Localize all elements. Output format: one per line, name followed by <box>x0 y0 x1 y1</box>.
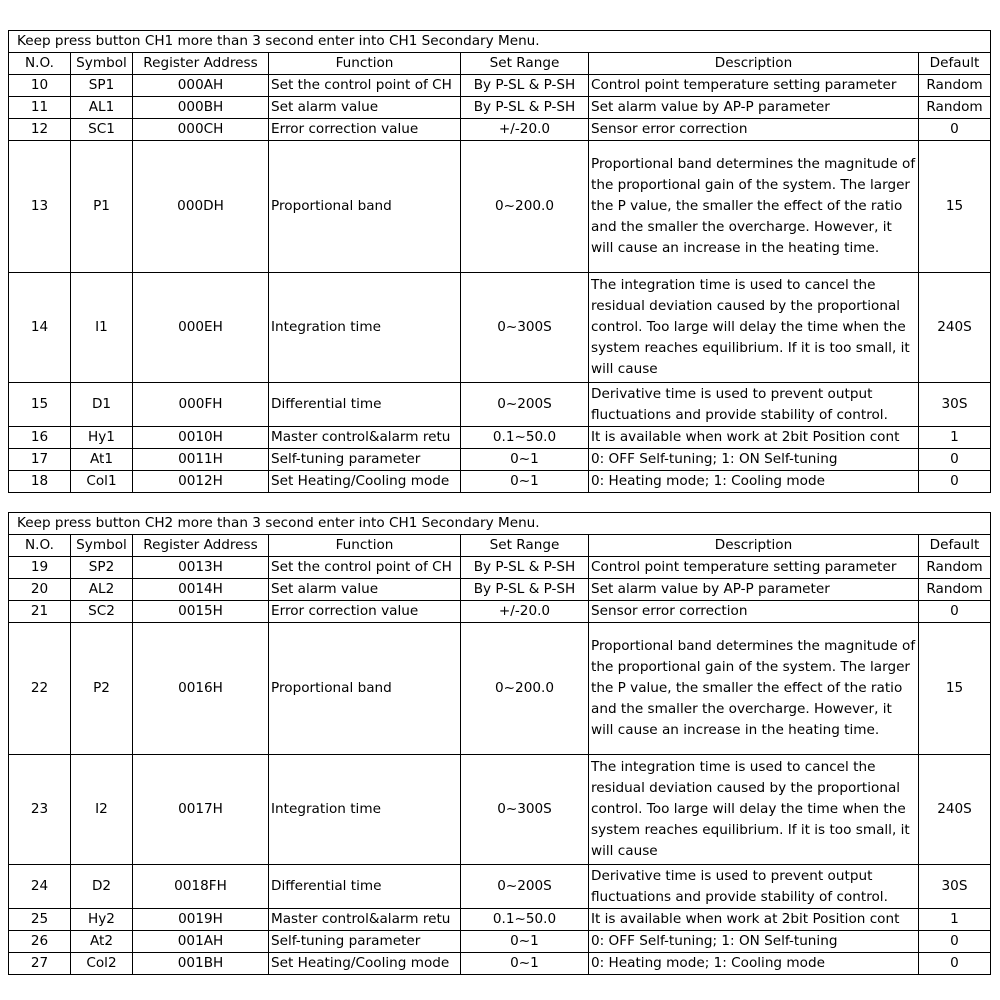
cell-description: The integration time is used to cancel the residual deviation caused by the proportional control. Too large will delay the time when the system reaches equilibrium. If it is too small, it will cause <box>589 755 919 865</box>
cell-default: 0 <box>919 601 991 623</box>
parameter-table-2 <box>8 512 991 975</box>
table-row <box>9 383 991 427</box>
cell-register-address: 001AH <box>133 931 269 953</box>
cell-function: Master control&alarm retu <box>269 427 461 449</box>
cell-function: Set Heating/Cooling mode <box>269 953 461 975</box>
header-row <box>9 53 991 75</box>
cell-set-range: +/-20.0 <box>461 601 589 623</box>
cell-description: 0: OFF Self-tuning; 1: ON Self-tuning <box>589 449 919 471</box>
cell-no: 21 <box>9 601 71 623</box>
cell-function: Error correction value <box>269 119 461 141</box>
table-row <box>9 909 991 931</box>
column-header-register-address: Register Address <box>133 53 269 75</box>
cell-function: Set alarm value <box>269 579 461 601</box>
cell-description: It is available when work at 2bit Position cont <box>589 909 919 931</box>
cell-symbol: SP1 <box>71 75 133 97</box>
cell-symbol: SC1 <box>71 119 133 141</box>
cell-no: 20 <box>9 579 71 601</box>
cell-no: 15 <box>9 383 71 427</box>
cell-register-address: 000CH <box>133 119 269 141</box>
cell-default: 30S <box>919 383 991 427</box>
cell-no: 19 <box>9 557 71 579</box>
cell-function: Set alarm value <box>269 97 461 119</box>
cell-symbol: Hy2 <box>71 909 133 931</box>
table-row <box>9 97 991 119</box>
table-row <box>9 623 991 755</box>
cell-symbol: D1 <box>71 383 133 427</box>
cell-default: 240S <box>919 755 991 865</box>
cell-no: 14 <box>9 273 71 383</box>
cell-symbol: AL1 <box>71 97 133 119</box>
table-row <box>9 579 991 601</box>
cell-default: 0 <box>919 119 991 141</box>
cell-default: 1 <box>919 909 991 931</box>
cell-description: Set alarm value by AP-P parameter <box>589 579 919 601</box>
cell-default: 15 <box>919 623 991 755</box>
column-header-no: N.O. <box>9 535 71 557</box>
table-row <box>9 557 991 579</box>
table-row <box>9 953 991 975</box>
cell-register-address: 001BH <box>133 953 269 975</box>
cell-register-address: 000EH <box>133 273 269 383</box>
table-row <box>9 471 991 493</box>
cell-function: Self-tuning parameter <box>269 931 461 953</box>
cell-description: Derivative time is used to prevent output fluctuations and provide stability of control. <box>589 865 919 909</box>
column-header-set-range: Set Range <box>461 53 589 75</box>
cell-default: Random <box>919 579 991 601</box>
cell-set-range: 0~200S <box>461 383 589 427</box>
cell-symbol: P1 <box>71 141 133 273</box>
table-title-row <box>9 31 991 53</box>
table-row <box>9 449 991 471</box>
cell-default: 0 <box>919 449 991 471</box>
cell-description: The integration time is used to cancel the residual deviation caused by the proportional control. Too large will delay the time when the system reaches equilibrium. If it is too small, it will cause <box>589 273 919 383</box>
column-header-default: Default <box>919 53 991 75</box>
column-header-description: Description <box>589 53 919 75</box>
column-header-function: Function <box>269 53 461 75</box>
cell-set-range: By P-SL & P-SH <box>461 579 589 601</box>
table-row <box>9 141 991 273</box>
cell-description: 0: Heating mode; 1: Cooling mode <box>589 471 919 493</box>
cell-default: Random <box>919 97 991 119</box>
cell-register-address: 000AH <box>133 75 269 97</box>
cell-symbol: Col1 <box>71 471 133 493</box>
cell-register-address: 0014H <box>133 579 269 601</box>
cell-no: 27 <box>9 953 71 975</box>
cell-function: Proportional band <box>269 623 461 755</box>
cell-symbol: I1 <box>71 273 133 383</box>
column-header-description: Description <box>589 535 919 557</box>
cell-no: 12 <box>9 119 71 141</box>
cell-no: 24 <box>9 865 71 909</box>
cell-default: 1 <box>919 427 991 449</box>
cell-default: 0 <box>919 931 991 953</box>
cell-set-range: 0~1 <box>461 931 589 953</box>
table-row <box>9 601 991 623</box>
cell-default: 30S <box>919 865 991 909</box>
cell-set-range: 0.1~50.0 <box>461 909 589 931</box>
cell-description: 0: OFF Self-tuning; 1: ON Self-tuning <box>589 931 919 953</box>
cell-function: Set the control point of CH <box>269 557 461 579</box>
cell-register-address: 000FH <box>133 383 269 427</box>
cell-no: 25 <box>9 909 71 931</box>
cell-register-address: 0012H <box>133 471 269 493</box>
cell-set-range: 0~300S <box>461 755 589 865</box>
column-header-set-range: Set Range <box>461 535 589 557</box>
cell-no: 22 <box>9 623 71 755</box>
cell-function: Integration time <box>269 273 461 383</box>
cell-function: Master control&alarm retu <box>269 909 461 931</box>
cell-description: Set alarm value by AP-P parameter <box>589 97 919 119</box>
cell-register-address: 0019H <box>133 909 269 931</box>
table-row <box>9 75 991 97</box>
column-header-symbol: Symbol <box>71 53 133 75</box>
cell-set-range: 0~200.0 <box>461 141 589 273</box>
cell-description: Proportional band determines the magnitude of the proportional gain of the system. The larger the P value, the smaller the effect of the ratio and the smaller the overcharge. However, it will cause an increase in the heating time. <box>589 623 919 755</box>
table-row <box>9 119 991 141</box>
cell-symbol: SP2 <box>71 557 133 579</box>
cell-default: 240S <box>919 273 991 383</box>
cell-set-range: 0~200.0 <box>461 623 589 755</box>
cell-register-address: 000DH <box>133 141 269 273</box>
cell-description: Control point temperature setting parameter <box>589 75 919 97</box>
parameter-table-1 <box>8 30 991 493</box>
cell-register-address: 000BH <box>133 97 269 119</box>
cell-register-address: 0015H <box>133 601 269 623</box>
header-row <box>9 535 991 557</box>
cell-symbol: At1 <box>71 449 133 471</box>
cell-symbol: Hy1 <box>71 427 133 449</box>
cell-function: Set the control point of CH <box>269 75 461 97</box>
table-row <box>9 931 991 953</box>
cell-register-address: 0011H <box>133 449 269 471</box>
cell-symbol: D2 <box>71 865 133 909</box>
cell-register-address: 0016H <box>133 623 269 755</box>
cell-description: Control point temperature setting parameter <box>589 557 919 579</box>
cell-set-range: 0~200S <box>461 865 589 909</box>
cell-symbol: Col2 <box>71 953 133 975</box>
cell-function: Self-tuning parameter <box>269 449 461 471</box>
cell-default: Random <box>919 557 991 579</box>
cell-function: Error correction value <box>269 601 461 623</box>
cell-symbol: SC2 <box>71 601 133 623</box>
column-header-function: Function <box>269 535 461 557</box>
cell-symbol: AL2 <box>71 579 133 601</box>
cell-set-range: By P-SL & P-SH <box>461 75 589 97</box>
cell-no: 16 <box>9 427 71 449</box>
section-title: Keep press button CH1 more than 3 second enter into CH1 Secondary Menu. <box>9 31 991 53</box>
cell-set-range: 0~1 <box>461 953 589 975</box>
column-header-default: Default <box>919 535 991 557</box>
table-row <box>9 755 991 865</box>
cell-default: 0 <box>919 471 991 493</box>
cell-no: 17 <box>9 449 71 471</box>
cell-default: 15 <box>919 141 991 273</box>
cell-set-range: 0~1 <box>461 449 589 471</box>
cell-no: 18 <box>9 471 71 493</box>
column-header-register-address: Register Address <box>133 535 269 557</box>
cell-no: 13 <box>9 141 71 273</box>
cell-function: Set Heating/Cooling mode <box>269 471 461 493</box>
cell-set-range: By P-SL & P-SH <box>461 97 589 119</box>
cell-no: 26 <box>9 931 71 953</box>
cell-description: 0: Heating mode; 1: Cooling mode <box>589 953 919 975</box>
table-row <box>9 865 991 909</box>
cell-register-address: 0013H <box>133 557 269 579</box>
cell-set-range: +/-20.0 <box>461 119 589 141</box>
table-title-row <box>9 513 991 535</box>
cell-description: It is available when work at 2bit Position cont <box>589 427 919 449</box>
cell-default: Random <box>919 75 991 97</box>
cell-set-range: By P-SL & P-SH <box>461 557 589 579</box>
cell-symbol: I2 <box>71 755 133 865</box>
cell-register-address: 0017H <box>133 755 269 865</box>
cell-no: 10 <box>9 75 71 97</box>
cell-set-range: 0.1~50.0 <box>461 427 589 449</box>
column-header-symbol: Symbol <box>71 535 133 557</box>
cell-function: Differential time <box>269 383 461 427</box>
section-title: Keep press button CH2 more than 3 second enter into CH1 Secondary Menu. <box>9 513 991 535</box>
cell-register-address: 0018FH <box>133 865 269 909</box>
cell-set-range: 0~1 <box>461 471 589 493</box>
table-row <box>9 427 991 449</box>
cell-symbol: P2 <box>71 623 133 755</box>
cell-set-range: 0~300S <box>461 273 589 383</box>
cell-description: Sensor error correction <box>589 601 919 623</box>
cell-function: Proportional band <box>269 141 461 273</box>
cell-register-address: 0010H <box>133 427 269 449</box>
cell-description: Derivative time is used to prevent output fluctuations and provide stability of control. <box>589 383 919 427</box>
cell-function: Differential time <box>269 865 461 909</box>
cell-description: Sensor error correction <box>589 119 919 141</box>
table-row <box>9 273 991 383</box>
cell-symbol: At2 <box>71 931 133 953</box>
cell-default: 0 <box>919 953 991 975</box>
cell-no: 23 <box>9 755 71 865</box>
cell-no: 11 <box>9 97 71 119</box>
column-header-no: N.O. <box>9 53 71 75</box>
cell-function: Integration time <box>269 755 461 865</box>
cell-description: Proportional band determines the magnitude of the proportional gain of the system. The larger the P value, the smaller the effect of the ratio and the smaller the overcharge. However, it will cause an increase in the heating time. <box>589 141 919 273</box>
